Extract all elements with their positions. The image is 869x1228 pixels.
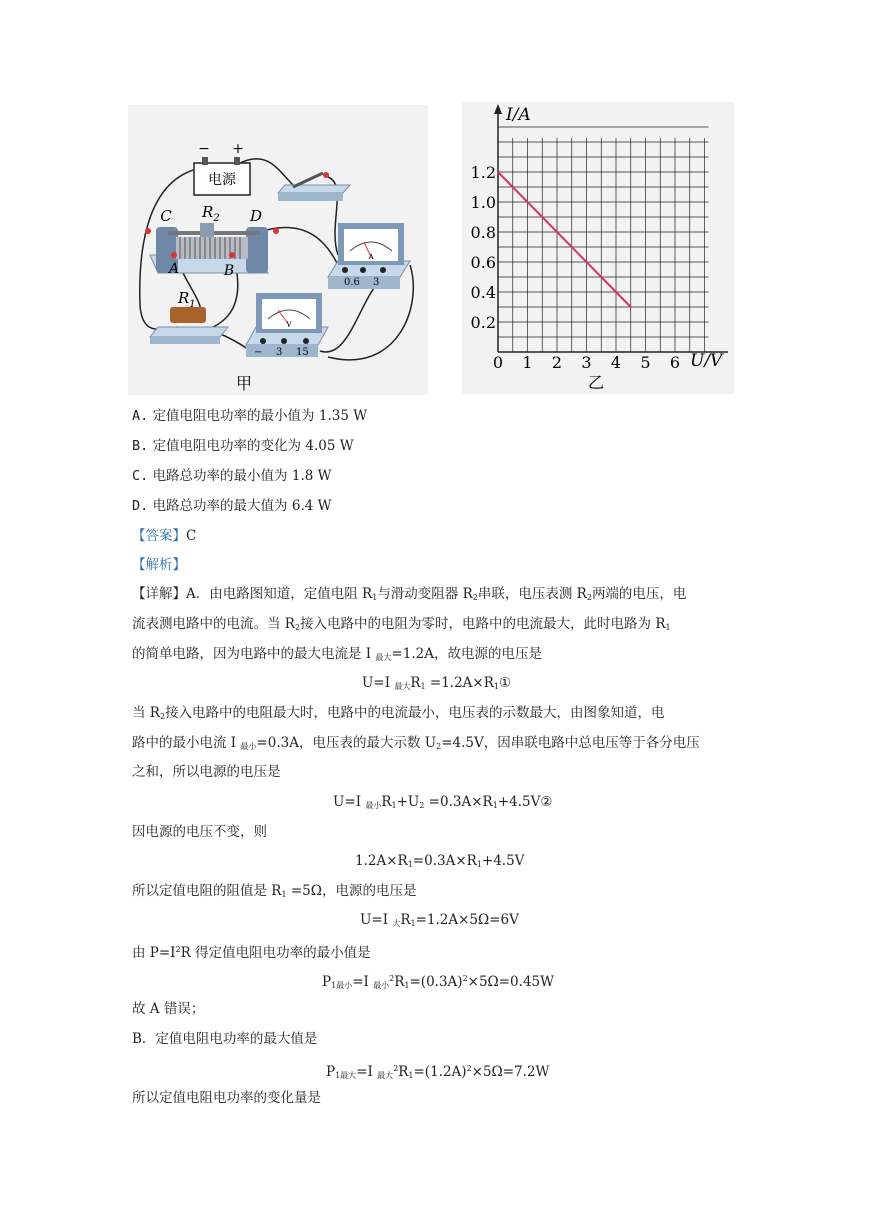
label-d: D [249,207,263,225]
x-tick-label: 1 [522,353,533,372]
analysis-label: 【解析】 [132,557,186,573]
para-6: 之和，所以电源的电压是 [132,764,281,780]
para-2: 流表测电路中的电流。当 $R_2$接入电路中的电阻为零时，电路中的电流最大，此时电路为 $R_1$ [132,616,671,632]
ammeter-06: 0.6 [344,277,360,288]
switch [278,172,350,201]
ammeter-symbol: A [368,253,374,261]
label-b: B [223,263,235,279]
para-1: 【详解】A．由电路图知道，定值电阻 $R_1$与滑动变阻器 $R_2$串联，电压表测 $R_2$两端的电压，电 [132,586,687,602]
equation-6: $P_{1最大}=I$ $_{最大}^2R_1=(1.2A)^2\times 5\Omega=7.2W$ [326,1064,550,1080]
y-tick-label: 0.4 [470,283,496,302]
chart-axes [494,104,728,352]
para-5: 路中的最小电流 I $_{最小}$=0.3A，电压表的最大示数 $U_2=4.5V$，因串联电路中总电压等于各分电压 [132,735,700,751]
para-12: 所以定值电阻电功率的变化量是 [132,1090,321,1106]
x-tick-label: 4 [610,353,622,372]
voltmeter-3: 3 [276,347,283,358]
chart-grid [498,127,709,352]
equation-5: $P_{1最小}=I$ $_{最小}^2R_1=(0.3A)^2\times 5\Omega=0.45W$ [322,974,554,990]
minus-sign: − [198,141,210,157]
y-axis-label: I/A [506,105,531,125]
circuit-figure [128,105,428,395]
ammeter [328,223,410,289]
y-tick-label: 0.2 [470,313,496,332]
equation-4: U=I $_大R_1=1.2A\times 5\Omega=6V$ [360,912,519,928]
y-tick-label: 0.8 [470,223,496,242]
label-c: C [160,207,172,225]
series-line [498,172,631,307]
para-4: 当 $R_2$接入电路中的电阻最大时，电路中的电流最小，电压表的示数最大，由图象知道，电 [132,705,665,721]
x-tick-label: 5 [640,353,651,372]
para-8: 所以定值电阻的阻值是 $R_1 =5\Omega$，电源的电压是 [132,883,417,899]
figure-jia-caption: 甲 [235,374,253,393]
label-r2: $R_2$ [202,203,220,224]
equation-1: U=I $_{最大}R_1$ $=1.2A\times R_1①$ [362,675,512,691]
iu-graph [462,102,734,394]
para-7: 因电源的电压不变，则 [132,824,267,840]
x-tick-label: 6 [669,353,681,372]
equation-2: U=I $_{最小}R_1+U_2$ $=0.3A\times R_1+4.5V②$ [333,794,553,810]
answer-line: 【答案】C [132,528,197,544]
power-supply-label: 电源 [208,172,236,188]
option-d: D. 电路总功率的最大值为 6.4 W [132,498,332,514]
voltmeter-minus: − [254,347,263,358]
para-9: 由 $P=I^2R$ 得定值电阻电功率的最小值是 [132,945,371,961]
voltmeter-15: 15 [296,347,309,358]
y-tick-label: 1.0 [470,193,496,212]
x-tick-label: 3 [581,353,592,372]
x-tick-label: 2 [551,353,563,372]
para-3: 的简单电路，因为电路中的最大电流是 I $_{最大}$=1.2A，故电源的电压是 [132,646,542,662]
plus-sign: + [232,141,244,157]
x-tick-label: 0 [492,353,504,372]
label-r1: $R_1$ [178,289,196,310]
ammeter-3: 3 [373,277,380,288]
option-b: B. 定值电阻电功率的变化为 4.05 W [132,438,354,454]
figure-yi-caption: 乙 [587,373,605,392]
option-a: A. 定值电阻电功率的最小值为 1.35 W [132,408,368,424]
label-a: A [168,261,180,277]
voltmeter-symbol: V [286,321,292,329]
option-c: C. 电路总功率的最小值为 1.8 W [132,468,332,484]
para-10: 故 A 错误； [132,1001,205,1017]
rheostat [145,223,279,273]
y-tick-label: 0.6 [470,253,496,272]
equation-3: $1.2A\times R_1=0.3A\times R_1+4.5V$ [355,853,525,869]
x-axis-label: U/V [690,351,723,371]
y-tick-label: 1.2 [470,163,496,182]
para-11: B．定值电阻电功率的最大值是 [132,1031,318,1047]
